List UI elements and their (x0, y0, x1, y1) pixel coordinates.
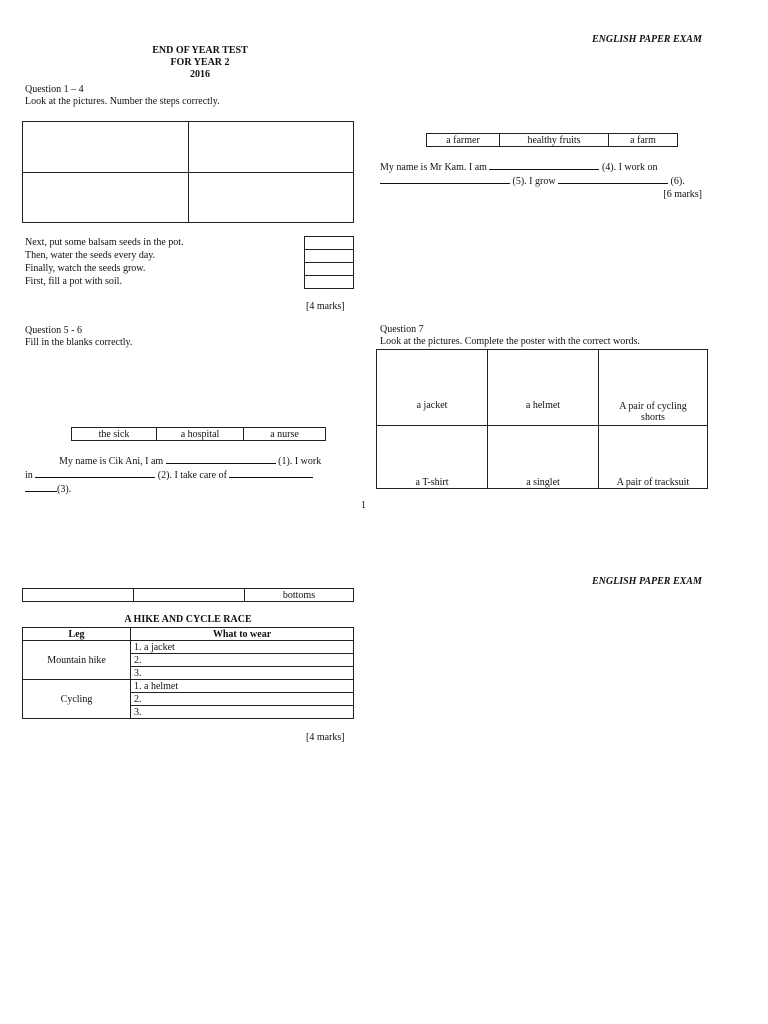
marks-label: [4 marks] (306, 301, 345, 312)
word-option: healthy fruits (500, 134, 609, 147)
question-instruction: Fill in the blanks correctly. (25, 337, 133, 348)
poster-cell: bottoms (245, 589, 354, 602)
question-instruction: Look at the pictures. Complete the poster with the correct words. (380, 336, 640, 347)
answer-box[interactable] (305, 276, 354, 289)
steps-list (25, 236, 184, 288)
poster-cell (23, 589, 134, 602)
table-header: What to wear (131, 628, 354, 641)
picture-cell (188, 122, 354, 173)
page-number: 1 (361, 500, 366, 511)
page-header: ENGLISH PAPER EXAM (592, 34, 702, 45)
table-header: Leg (23, 628, 131, 641)
answer-box[interactable] (305, 237, 354, 250)
wear-item[interactable]: 3. (131, 706, 354, 719)
word-box (426, 133, 678, 147)
race-table (22, 627, 354, 719)
step-text: Then, water the seeds every day. (25, 250, 156, 261)
blank-3[interactable] (229, 468, 313, 478)
paragraph-text: (4). I work on (601, 162, 658, 173)
paragraph-text: in (25, 470, 33, 481)
wear-item[interactable]: 2. (131, 654, 354, 667)
blank-3-cont[interactable] (25, 482, 57, 492)
page-header: ENGLISH PAPER EXAM (592, 576, 702, 587)
wear-item: 1. a jacket (131, 641, 354, 654)
word-option: a farm (609, 134, 678, 147)
picture-cell (23, 122, 189, 173)
poster-cell: A pair of cycling shorts (599, 350, 708, 426)
poster-cell: A pair of tracksuit (599, 426, 708, 489)
wear-item[interactable]: 2. (131, 693, 354, 706)
picture-grid (22, 121, 354, 223)
poster-cell: a T-shirt (377, 426, 488, 489)
title-line: 2016 (190, 69, 210, 80)
step-text: Next, put some balsam seeds in the pot. (25, 237, 184, 248)
poster-cell: a helmet (488, 350, 599, 426)
answer-box[interactable] (305, 250, 354, 263)
blank-5[interactable] (380, 174, 510, 184)
question-heading: Question 7 (380, 324, 424, 335)
word-box (71, 427, 326, 441)
blank-2[interactable] (35, 468, 155, 478)
wear-item[interactable]: 3. (131, 667, 354, 680)
blank-6[interactable] (558, 174, 668, 184)
table-title: A HIKE AND CYCLE RACE (124, 614, 252, 625)
poster-cell: a jacket (377, 350, 488, 426)
blank-4[interactable] (489, 160, 599, 170)
paragraph-text: (5). I grow (512, 176, 556, 187)
question-5-6-header (25, 325, 132, 349)
word-option: the sick (72, 428, 157, 441)
paragraph-text: My name is Mr Kam. I am (380, 162, 487, 173)
step-text: First, fill a pot with soil. (25, 276, 122, 287)
paragraph-text: (3). (57, 484, 72, 495)
step-number-boxes (304, 236, 354, 289)
wear-item: 1. a helmet (131, 680, 354, 693)
title-line: FOR YEAR 2 (170, 57, 230, 68)
farmer-paragraph (380, 160, 706, 201)
poster-continuation-box (22, 588, 354, 602)
answer-box[interactable] (305, 263, 354, 276)
paragraph-text: My name is Cik Ani, I am (59, 456, 164, 467)
leg-name: Mountain hike (23, 641, 131, 680)
paragraph-text: (6). (670, 176, 685, 187)
blank-1[interactable] (166, 454, 276, 464)
title-line: END OF YEAR TEST (152, 45, 248, 56)
picture-cell (23, 172, 189, 223)
question-1-4-header (25, 84, 220, 108)
page-title (120, 45, 280, 81)
step-text: Finally, watch the seeds grow. (25, 263, 146, 274)
question-instruction: Look at the pictures. Number the steps correctly. (25, 96, 220, 107)
word-option: a hospital (157, 428, 244, 441)
marks-label: [6 marks] (663, 189, 702, 200)
paragraph-text: (2). I take care of (157, 470, 227, 481)
picture-cell (188, 172, 354, 223)
poster-cell: a singlet (488, 426, 599, 489)
word-option: a farmer (427, 134, 500, 147)
word-option: a nurse (244, 428, 326, 441)
poster-table (376, 349, 708, 489)
question-heading: Question 1 – 4 (25, 84, 84, 95)
question-heading: Question 5 - 6 (25, 325, 82, 336)
poster-cell (134, 589, 245, 602)
leg-name: Cycling (23, 680, 131, 719)
marks-label: [4 marks] (306, 732, 345, 743)
question-7-header (380, 324, 640, 348)
paragraph-text: (1). I work (278, 456, 322, 467)
nurse-paragraph (25, 454, 355, 496)
